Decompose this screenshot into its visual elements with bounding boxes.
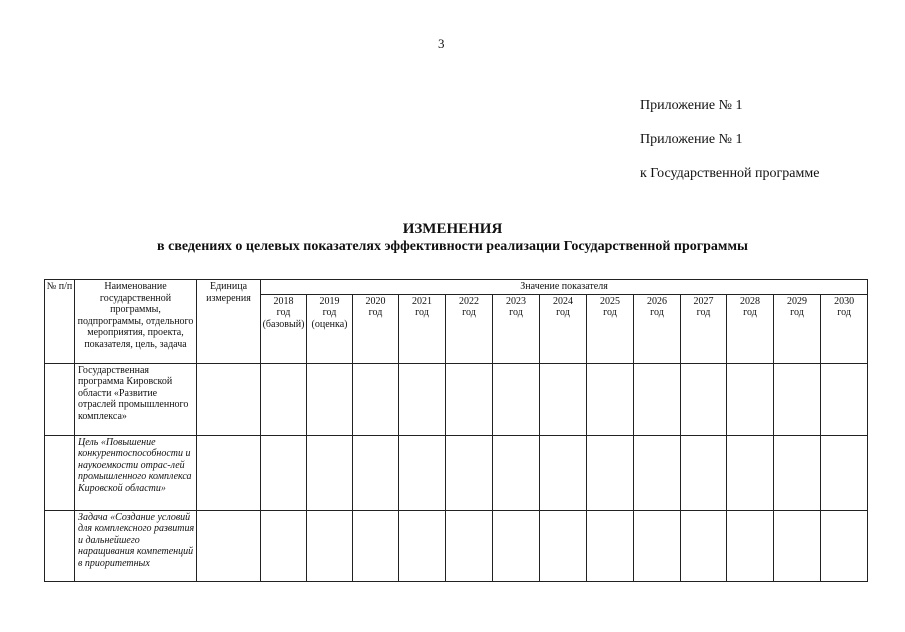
header-year-2024 [540, 294, 587, 363]
year-label: 2029 [787, 295, 807, 307]
value-cell [821, 363, 868, 435]
value-cell [307, 363, 353, 435]
year-note: год [743, 307, 757, 318]
value-cell [774, 363, 821, 435]
header-value-group: Значение показателя [261, 280, 868, 295]
header-year-2028 [727, 294, 774, 363]
header-name: Наименование государственной программы, подпрограммы, отдельного мероприятия, проекта, показателя, цель, задача [75, 280, 197, 364]
header-year-2026 [634, 294, 681, 363]
value-cell [681, 435, 727, 510]
year-note: год [368, 307, 383, 318]
value-cell [261, 363, 307, 435]
year-note: год [650, 307, 664, 318]
year-note: год (базовый) [262, 307, 305, 330]
year-label: 2023 [506, 295, 526, 307]
table-row [45, 363, 868, 435]
value-cell [634, 435, 681, 510]
value-cell [634, 510, 681, 581]
indicators-table [44, 279, 868, 582]
header-year-2029 [774, 294, 821, 363]
header-year-2025 [587, 294, 634, 363]
value-cell [774, 435, 821, 510]
value-cell [727, 363, 774, 435]
year-label: 2024 [553, 295, 573, 307]
year-label: 2028 [740, 295, 760, 307]
year-label: 2027 [693, 295, 714, 307]
year-note: год [696, 307, 711, 318]
value-cell [446, 363, 493, 435]
row-number [45, 435, 75, 510]
value-cell [727, 435, 774, 510]
year-note: год (оценка) [311, 307, 348, 330]
row-number [45, 510, 75, 581]
value-cell [587, 510, 634, 581]
value-cell [821, 510, 868, 581]
appendix-line-3: к Государственной программе [640, 166, 820, 181]
value-cell [540, 363, 587, 435]
row-name: Государственная программа Кировской области «Развитие отраслей промышленного комплекса» [75, 363, 197, 435]
year-note: год [556, 307, 570, 318]
value-cell [307, 435, 353, 510]
year-label: 2025 [600, 295, 620, 307]
year-note: год [509, 307, 523, 318]
year-note: год [415, 307, 429, 318]
value-cell [261, 435, 307, 510]
header-year-2030 [821, 294, 868, 363]
value-cell [774, 510, 821, 581]
header-year-2018 [261, 294, 307, 363]
document-subtitle: в сведениях о целевых показателях эффективности реализации Государственной программы [157, 239, 748, 254]
table-row [45, 435, 868, 510]
year-note: год [790, 307, 804, 318]
appendix-line-1: Приложение № 1 [640, 98, 743, 113]
header-year-2021 [399, 294, 446, 363]
value-cell [587, 435, 634, 510]
row-number [45, 363, 75, 435]
year-note: год [837, 307, 851, 318]
year-label: 2020 [365, 295, 386, 307]
year-label: 2018 [273, 295, 294, 307]
year-label: 2022 [459, 295, 479, 307]
value-cell [446, 435, 493, 510]
value-cell [681, 510, 727, 581]
header-year-2027 [681, 294, 727, 363]
header-year-2022 [446, 294, 493, 363]
value-cell [587, 363, 634, 435]
value-cell [727, 510, 774, 581]
value-cell [821, 435, 868, 510]
year-label: 2019 [319, 295, 340, 307]
year-label: 2030 [834, 295, 855, 307]
header-number: № п/п [45, 280, 75, 364]
document-title: ИЗМЕНЕНИЯ [402, 221, 503, 237]
row-unit [197, 435, 261, 510]
table-header-row [45, 280, 868, 295]
value-cell [493, 510, 540, 581]
value-cell [307, 510, 353, 581]
appendix-line-2: Приложение № 1 [640, 132, 743, 147]
value-cell [353, 435, 399, 510]
value-cell [446, 510, 493, 581]
row-name: Цель «Повышение конкурентоспособности и наукоемкости отрас-лей промышленного комплекса Кировской области» [75, 435, 197, 510]
value-cell [540, 435, 587, 510]
value-cell [493, 435, 540, 510]
row-unit [197, 363, 261, 435]
row-unit [197, 510, 261, 581]
value-cell [634, 363, 681, 435]
value-cell [261, 510, 307, 581]
table-row [45, 510, 868, 581]
value-cell [681, 363, 727, 435]
header-unit: Единица измерения [197, 280, 261, 364]
row-name: Задача «Создание условий для комплексного развития и дальнейшего наращивания компетенций в приоритетных [75, 510, 197, 581]
value-cell [399, 435, 446, 510]
value-cell [353, 510, 399, 581]
header-year-2020 [353, 294, 399, 363]
year-note: год [603, 307, 617, 318]
header-year-2023 [493, 294, 540, 363]
page-number: 3 [438, 36, 445, 51]
year-note: год [462, 307, 476, 318]
value-cell [399, 363, 446, 435]
value-cell [493, 363, 540, 435]
value-cell [540, 510, 587, 581]
value-cell [399, 510, 446, 581]
year-label: 2021 [412, 295, 432, 307]
year-label: 2026 [647, 295, 667, 307]
header-year-2019 [307, 294, 353, 363]
value-cell [353, 363, 399, 435]
